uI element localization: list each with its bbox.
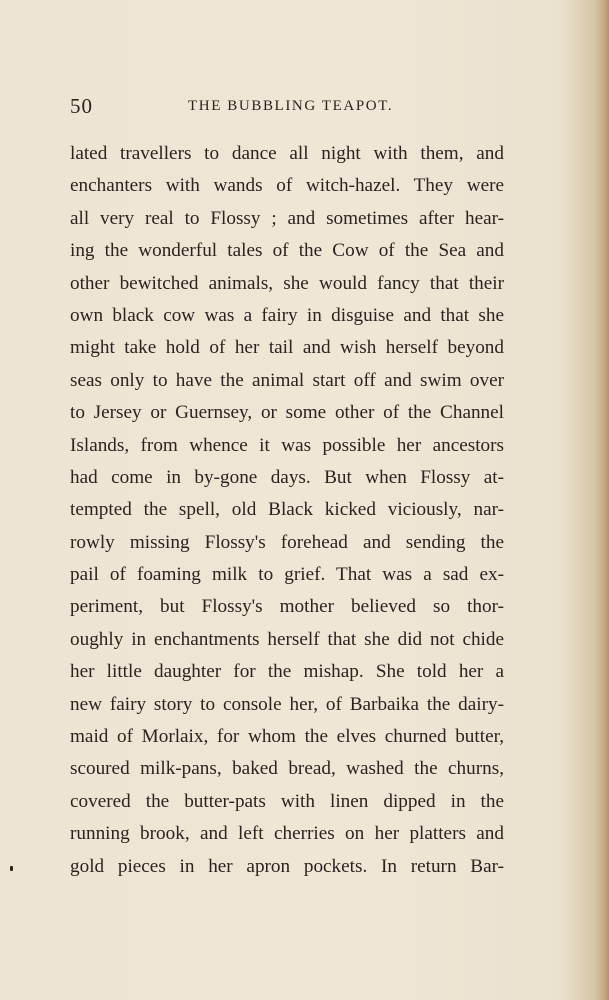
- text-line: her little daughter for the mishap. She told her a: [70, 661, 504, 683]
- text-line: scoured milk-pans, baked bread, washed the churns,: [70, 758, 504, 780]
- text-line: gold pieces in her apron pockets. In return Bar-: [70, 855, 504, 877]
- text-line: had come in by-gone days. But when Flossy at-: [70, 466, 504, 488]
- page-header: [70, 94, 504, 120]
- text-line: Islands, from whence it was possible her ancestors: [70, 434, 504, 456]
- page-edge-shadow: [595, 0, 609, 1000]
- text-line: oughly in enchantments herself that she did not chide: [70, 628, 504, 650]
- text-line: running brook, and left cherries on her platters and: [70, 823, 504, 845]
- text-line: new fairy story to console her, of Barbaika the dairy-: [70, 693, 504, 715]
- text-line: tempted the spell, old Black kicked viciously, nar-: [70, 499, 504, 521]
- body-text: [70, 138, 504, 883]
- page-number: 50: [70, 94, 93, 118]
- text-line: covered the butter-pats with linen dipped in the: [70, 790, 504, 812]
- text-line: all very real to Flossy ; and sometimes after hear-: [70, 207, 504, 229]
- text-line: maid of Morlaix, for whom the elves churned butter,: [70, 726, 504, 748]
- text-line: might take hold of her tail and wish herself beyond: [70, 337, 504, 359]
- text-line: periment, but Flossy's mother believed so thor-: [70, 596, 504, 618]
- text-line: lated travellers to dance all night with them, and: [70, 143, 504, 164]
- text-line: other bewitched animals, she would fancy that their: [70, 272, 504, 294]
- ink-speck: [10, 866, 13, 871]
- text-line: ing the wonderful tales of the Cow of the Sea and: [70, 240, 504, 262]
- text-line: to Jersey or Guernsey, or some other of the Channel: [70, 402, 504, 424]
- text-line: enchanters with wands of witch-hazel. They were: [70, 175, 504, 197]
- text-line: pail of foaming milk to grief. That was a sad ex-: [70, 564, 504, 586]
- text-line: seas only to have the animal start off and swim over: [70, 369, 504, 391]
- text-line: rowly missing Flossy's forehead and sending the: [70, 531, 504, 553]
- text-line: own black cow was a fairy in disguise and that she: [70, 304, 504, 326]
- running-title: THE BUBBLING TEAPOT.: [188, 98, 394, 114]
